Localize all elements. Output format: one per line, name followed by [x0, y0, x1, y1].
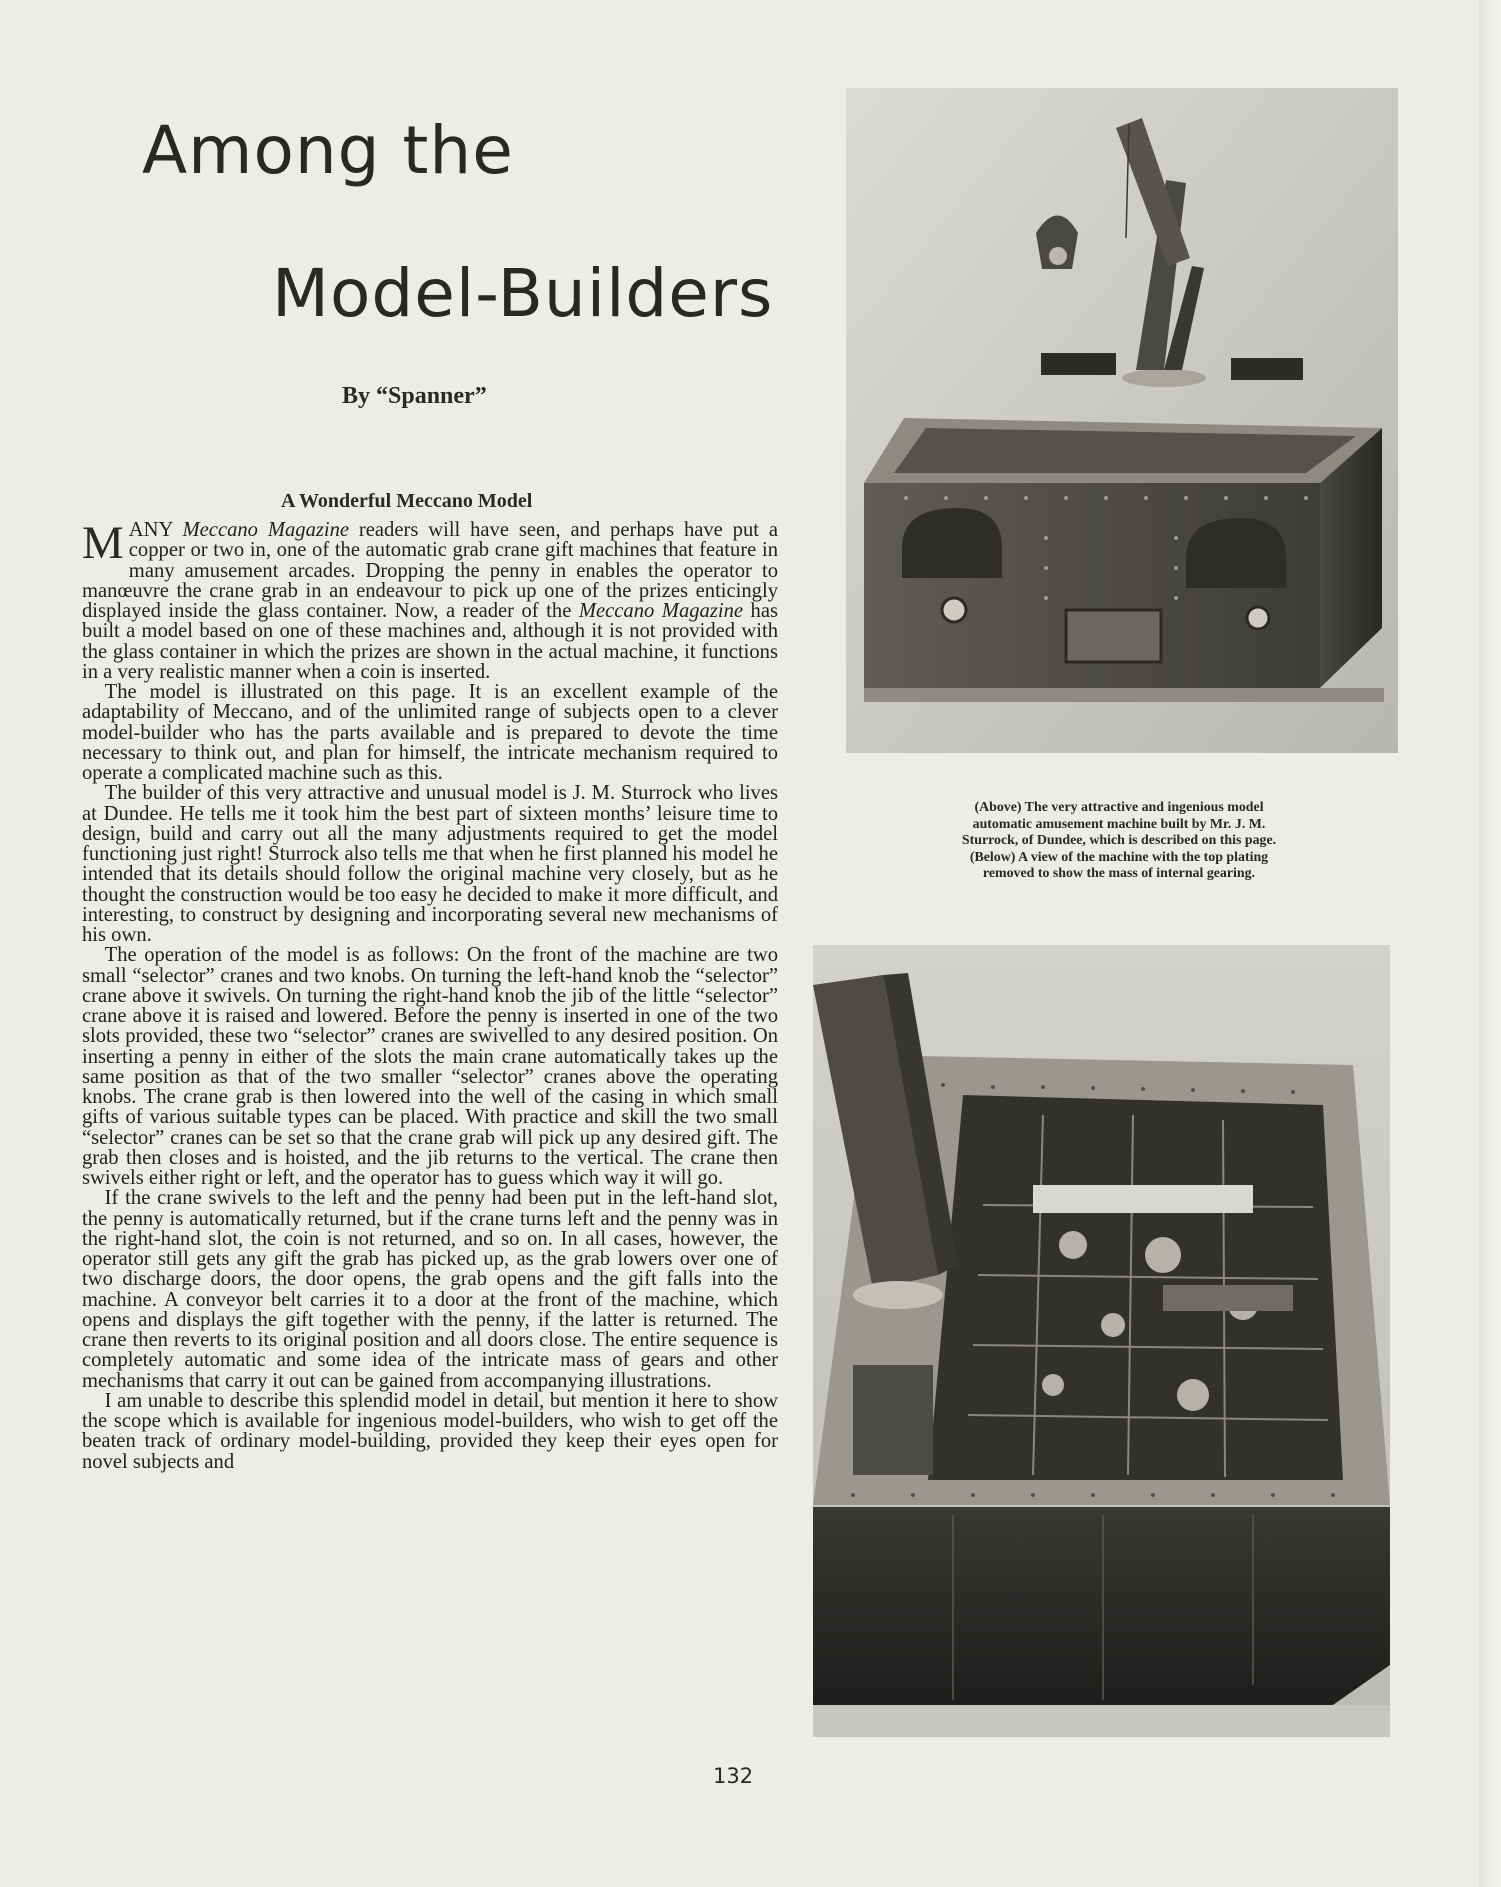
photo-internal-gearing — [813, 945, 1390, 1737]
paragraph-1-part-a: ANY — [128, 519, 183, 541]
article-subhead: A Wonderful Meccano Model — [281, 490, 533, 512]
drop-cap: M — [82, 517, 124, 569]
paragraph-2: The model is illustrated on this page. It is an excellent example of the adaptability of Meccano, and of the unlimited range of subjects open to a clever model-builder who has the parts available and is prepared to devote the time necessary to think out, and plan for himself, the intricate mechanism required to operate a complicated machine such as this. — [82, 681, 778, 784]
paragraph-5: If the crane swivels to the left and the penny had been put in the left-hand slot, the penny is automatically returned, but if the crane turns left and the penny was in the right-hand slot, the coin is not returned, and so on. In all cases, however, the operator still gets any gift the grab has picked up, as the grab lowers over one of two discharge doors, the door opens, the grab opens and the gift falls into the machine. A conveyor belt carries it to a door at the front of the machine, which opens and displays the gift together with the penny, if the latter is returned. The crane then reverts to its original position and all doors close. The entire sequence is completely automatic and some idea of the intricate mass of gears and other mechanisms that carry it out can be gained from accompanying illustrations. — [82, 1187, 778, 1392]
page-edge — [1479, 0, 1501, 1887]
paragraph-1-part-c: has built a model based on one of these machines and, although it is not provided with the glass container in which the prizes are shown in the actual machine, it functions in a very realistic manner when a coin is inserted. — [82, 600, 778, 683]
paragraph-3: The builder of this very attractive and unusual model is J. M. Sturrock who lives at Dundee. He tells me it took him the best part of sixteen months’ leisure time to design, build and carry out all the many adjustments required to get the model functioning just right! Sturrock also tells me that when he first planned his model he intended that its details should follow the original machine very closely, but as he thought the construction would be too easy he decided to make it more difficult, and interesting, to construct by designing and incorporating several new mechanisms of his own. — [82, 782, 778, 946]
photo-crane-machine-illustration — [846, 88, 1398, 753]
title-line-1: Among the — [142, 112, 514, 189]
paragraph-4: The operation of the model is as follows: On the front of the machine are two small “selector” cranes and two knobs. On turning the left-hand knob the “selector” crane above it swivels. On turning the right-hand knob the jib of the little “selector” crane above it is raised and lowered. Before the penny is inserted in one of the two slots provided, these two “selector” cranes are swivelled to any desired position. On inserting a penny in either of the slots the main crane automatically takes up the same position as that of the two smaller “selector” cranes above the operating knobs. The crane grab is then lowered into the well of the casing in which small gifts of various suitable types can be placed. With practice and skill the two small “selector” cranes can be set so that the crane grab will pick up any desired gift. The grab then closes and is hoisted, and the jib returns to the vertical. The crane then swivels either right or left, and the operator has to guess which way it will go. — [82, 944, 778, 1189]
article-body — [82, 517, 778, 1473]
paragraph-6: I am unable to describe this splendid model in detail, but mention it here to show the scope which is available for ingenious model-builders, who wish to get off the beaten track of ordinary model-building, provided they keep their eyes open for novel subjects and — [82, 1389, 778, 1473]
magazine-name: Meccano Magazine — [182, 519, 350, 541]
magazine-name: Meccano Magazine — [578, 600, 744, 622]
photo-internal-gearing-illustration — [813, 945, 1390, 1737]
photo-caption: (Above) The very attractive and ingenious model automatic amusement machine built by Mr. J. M. Sturrock, of Dundee, which is described on this page. (Below) A view of the machine with the top plating removed to show the mass of internal gearing. — [961, 800, 1277, 881]
paragraph-1 — [82, 517, 778, 683]
byline: By “Spanner” — [342, 383, 487, 409]
page-number: 132 — [713, 1764, 754, 1788]
title-line-2: Model-Builders — [272, 255, 774, 332]
paragraph-1-part-b: readers will have seen, and perhaps have put a copper or two in, one of the automatic grab crane gift machines that feature in many amusement arcades. Dropping the penny in enables the operator to manœuvre the crane grab in an endeavour to pick up one of the prizes enticingly displayed inside the glass container. Now, a reader of the — [82, 519, 778, 622]
photo-crane-machine — [846, 88, 1398, 753]
